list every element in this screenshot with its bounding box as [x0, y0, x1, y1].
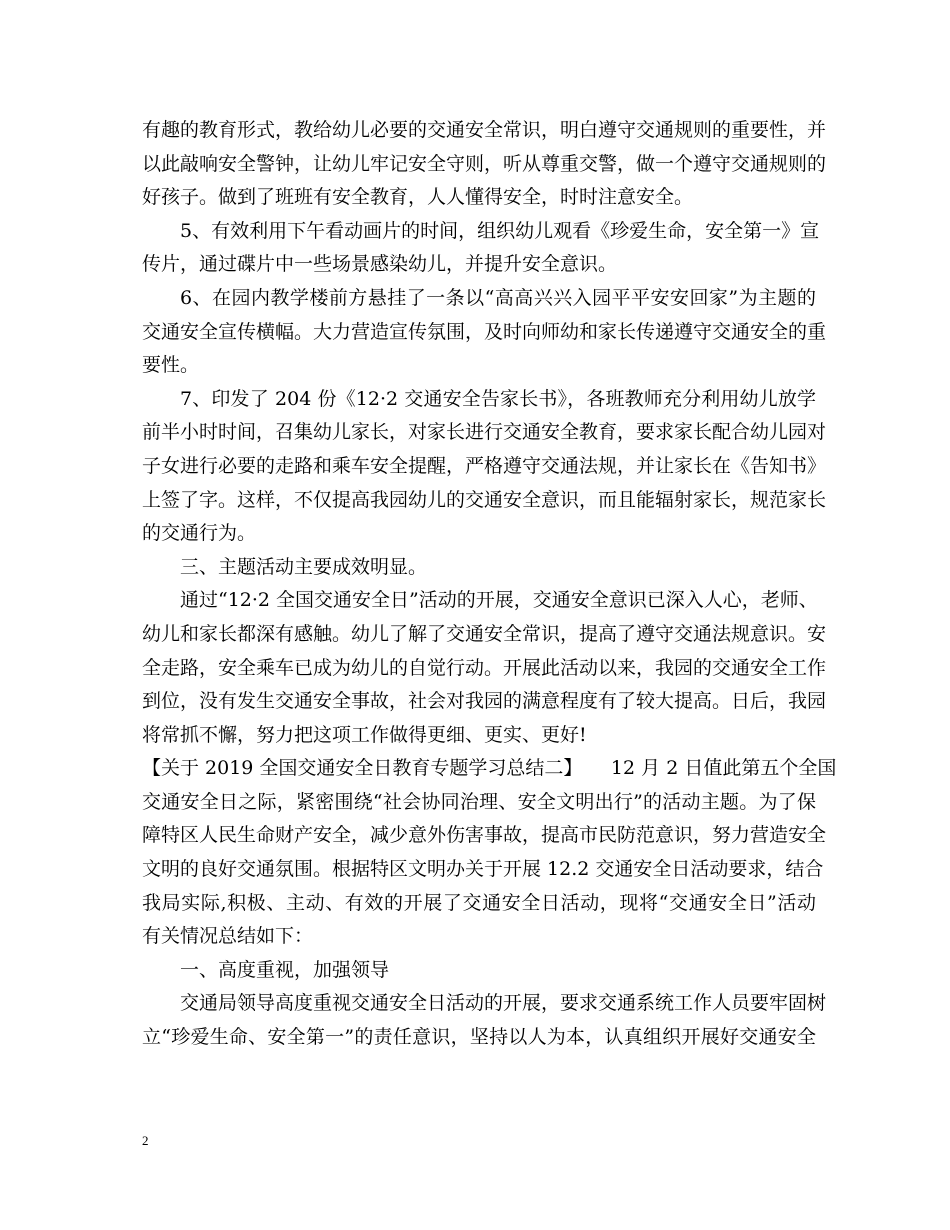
text-line: 文明的良好交通氛围。根据特区文明办关于开展 12.2 交通安全日活动要求，结合: [142, 858, 824, 881]
text-line: 7、印发了 204 份《12·2 交通安全告家长书》，各班教师充分利用幼儿放学: [180, 387, 816, 410]
text-line: 好孩子。做到了班班有安全教育，人人懂得安全，时时注意安全。: [142, 186, 694, 209]
text-line: 有趣的教育形式，教给幼儿必要的交通安全常识，明白遵守交通规则的重要性，并: [142, 119, 827, 141]
text-line: 到位，没有发生交通安全事故，社会对我园的满意程度有了较大提高。日后，我园: [142, 690, 827, 713]
text-line: 交通局领导高度重视交通安全日活动的开展，要求交通系统工作人员要牢固树: [180, 992, 827, 1015]
text-line: 通过“12·2 全国交通安全日”活动的开展，交通安全意识已深入人心，老师、: [180, 589, 818, 612]
text-line: 三、主题活动主要成效明显。: [180, 555, 428, 578]
text-line: 幼儿和家长都深有感触。幼儿了解了交通安全常识，提高了遵守交通法规意识。安: [142, 622, 827, 645]
text-line: 障特区人民生命财产安全，减少意外伤害事故，提高市民防范意识，努力营造安全: [142, 824, 827, 847]
text-line: 前半小时时间，召集幼儿家长，对家长进行交通安全教育，要求家长配合幼儿园对: [142, 421, 827, 444]
text-line: 一、高度重视，加强领导: [180, 958, 390, 981]
text-line: 【关于 2019 全国交通安全日教育专题学习总结二】 12 月 2 日值此第五个全国: [142, 757, 837, 780]
text-line: 全走路，安全乘车已成为幼儿的自觉行动。开展此活动以来，我园的交通安全工作: [142, 656, 827, 679]
text-line: 传片，通过碟片中一些场景感染幼儿，并提升安全意识。: [142, 253, 618, 276]
text-line: 的交通行为。: [142, 522, 257, 545]
text-line: 我局实际,积极、主动、有效的开展了交通安全日活动，现将“交通安全日”活动: [142, 891, 816, 914]
text-line: 5、有效利用下午看动画片的时间，组织幼儿观看《珍爱生命，安全第一》宣: [180, 219, 820, 242]
text-line: 将常抓不懈，努力把这项工作做得更细、更实、更好!: [142, 723, 587, 746]
page-number: 2: [142, 1133, 149, 1148]
text-line: 立“珍爱生命、安全第一”的责任意识，坚持以人为本，认真组织开展好交通安全: [142, 1026, 816, 1049]
text-line: 子女进行必要的走路和乘车安全提醒，严格遵守交通法规，并让家长在《告知书》: [142, 454, 827, 477]
text-line: 以此敲响安全警钟，让幼儿牢记安全守则，听从尊重交警，做一个遵守交通规则的: [142, 152, 827, 175]
text-line: 上签了字。这样，不仅提高我园幼儿的交通安全意识，而且能辐射家长，规范家长: [142, 488, 827, 511]
text-line: 交通安全日之际，紧密围绕“社会协同治理、安全文明出行”的活动主题。为了保: [142, 790, 816, 813]
text-line: 6、在园内教学楼前方悬挂了一条以“高高兴兴入园平平安安回家”为主题的: [180, 286, 816, 309]
text-line: 要性。: [142, 354, 200, 377]
text-line: 有关情况总结如下：: [142, 925, 314, 948]
body-text: [142, 114, 837, 1055]
text-line: 交通安全宣传横幅。大力营造宣传氛围，及时向师幼和家长传递遵守交通安全的重: [142, 320, 827, 343]
